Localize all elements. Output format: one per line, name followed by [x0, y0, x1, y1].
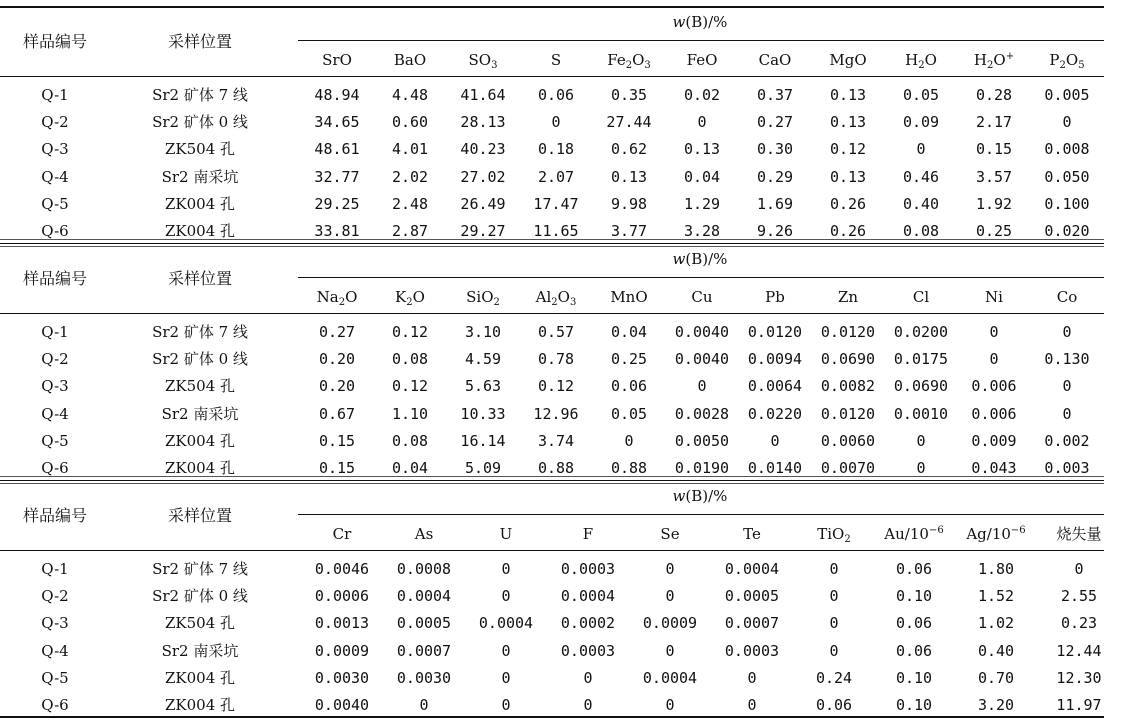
- column-header: FeO: [686, 51, 718, 69]
- value-cell: 0.0003: [724, 641, 780, 660]
- location-cell: Sr2 矿体 7 线: [152, 86, 248, 104]
- value-cell: 0: [1062, 404, 1072, 423]
- value-cell: 0.006: [971, 377, 1017, 396]
- sample-id-header: 样品编号: [22, 32, 87, 51]
- column-header: $Ag/10^{-6}$: [966, 525, 1026, 543]
- sample-id-cell: Q-1: [41, 323, 69, 341]
- value-cell: 0.0004: [560, 587, 616, 606]
- value-cell: 0.13: [683, 140, 721, 159]
- unit-header: w(B)/%: [672, 13, 728, 31]
- value-cell: 0: [829, 641, 839, 660]
- value-cell: 0.12: [391, 323, 429, 341]
- value-cell: 0.0004: [642, 668, 698, 687]
- value-cell: 0.12: [537, 377, 575, 396]
- value-cell: 12.96: [533, 404, 579, 423]
- location-cell: Sr2 矿体 0 线: [152, 113, 248, 132]
- value-cell: 0: [747, 696, 757, 714]
- value-cell: 0: [989, 323, 999, 341]
- value-cell: 0.05: [610, 404, 648, 423]
- value-cell: 2.48: [391, 194, 429, 213]
- value-cell: 0.0030: [314, 668, 370, 687]
- value-cell: 3.10: [464, 323, 502, 341]
- value-cell: 0.88: [610, 459, 648, 477]
- column-header: Ni: [985, 288, 1003, 306]
- value-cell: 0.0007: [724, 614, 780, 633]
- value-cell: 0.28: [975, 86, 1013, 104]
- header-bottom-rule: [0, 313, 1104, 314]
- value-cell: 2.07: [537, 167, 575, 186]
- location-cell: Sr2 南采坑: [161, 167, 239, 186]
- value-cell: 0.0094: [747, 350, 803, 369]
- value-cell: 0.40: [902, 194, 940, 213]
- value-cell: 2.02: [391, 167, 429, 186]
- value-cell: 0.12: [391, 377, 429, 396]
- location-cell: Sr2 矿体 0 线: [152, 350, 248, 369]
- value-cell: 0.10: [895, 587, 933, 606]
- value-cell: 0.0690: [820, 350, 876, 369]
- value-cell: 0.0060: [820, 431, 876, 450]
- value-cell: 1.10: [391, 404, 429, 423]
- value-cell: 0: [697, 377, 707, 396]
- sample-id-cell: Q-2: [41, 350, 69, 369]
- sample-id-cell: Q-6: [41, 222, 69, 240]
- sample-id-cell: Q-2: [41, 587, 69, 606]
- value-cell: 0.13: [829, 86, 867, 104]
- column-header: 烧失量: [1056, 525, 1102, 543]
- sample-id-cell: Q-4: [41, 167, 69, 186]
- value-cell: 0.46: [902, 167, 940, 186]
- value-cell: 0.24: [815, 668, 853, 687]
- value-cell: 9.98: [610, 194, 648, 213]
- table-top-rule: [0, 6, 1104, 8]
- value-cell: 33.81: [314, 222, 360, 240]
- column-header: Se: [660, 525, 680, 543]
- value-cell: 0.0200: [893, 323, 949, 341]
- value-cell: 0.06: [537, 86, 575, 104]
- value-cell: 0.13: [610, 167, 648, 186]
- value-cell: 0.003: [1044, 459, 1090, 477]
- value-cell: 0.0175: [893, 350, 949, 369]
- location-cell: ZK004 孔: [164, 668, 236, 687]
- table-top-rule: [0, 480, 1104, 481]
- value-cell: 0.0220: [747, 404, 803, 423]
- value-cell: 0: [624, 431, 634, 450]
- value-cell: 2.87: [391, 222, 429, 240]
- value-cell: 0.0006: [314, 587, 370, 606]
- value-cell: 3.77: [610, 222, 648, 240]
- value-cell: 0.0004: [724, 560, 780, 578]
- column-header: Cu: [691, 288, 713, 306]
- location-cell: ZK004 孔: [164, 194, 236, 213]
- column-header: $K_2O$: [395, 288, 425, 308]
- column-header: $Al_2O_3$: [535, 288, 577, 308]
- value-cell: 0.0040: [314, 696, 370, 714]
- value-cell: 3.28: [683, 222, 721, 240]
- value-cell: 4.59: [464, 350, 502, 369]
- value-cell: 0.0064: [747, 377, 803, 396]
- value-cell: 9.26: [756, 222, 794, 240]
- value-cell: 0.020: [1044, 222, 1090, 240]
- value-cell: 0.04: [610, 323, 648, 341]
- value-cell: 29.27: [460, 222, 506, 240]
- header-bottom-rule: [0, 76, 1104, 77]
- value-cell: 3.74: [537, 431, 575, 450]
- column-header: $H_2O$: [905, 51, 937, 71]
- value-cell: 0.09: [902, 113, 940, 132]
- value-cell: 0.05: [902, 86, 940, 104]
- value-cell: 3.57: [975, 167, 1013, 186]
- value-cell: 4.48: [391, 86, 429, 104]
- value-cell: 0.0003: [560, 560, 616, 578]
- value-cell: 0.06: [895, 560, 933, 578]
- value-cell: 0.10: [895, 668, 933, 687]
- value-cell: 0.0005: [724, 587, 780, 606]
- sample-id-cell: Q-6: [41, 459, 69, 477]
- sample-id-cell: Q-6: [41, 696, 69, 714]
- column-header: Cl: [912, 288, 930, 306]
- column-header: Cr: [332, 525, 352, 543]
- value-cell: 34.65: [314, 113, 360, 132]
- value-cell: 0.12: [829, 140, 867, 159]
- sample-id-cell: Q-1: [41, 86, 69, 104]
- column-header: Te: [743, 525, 761, 543]
- value-cell: 0.25: [610, 350, 648, 369]
- value-cell: 0: [829, 587, 839, 606]
- value-cell: 0.0120: [747, 323, 803, 341]
- value-cell: 0: [916, 140, 926, 159]
- value-cell: 32.77: [314, 167, 360, 186]
- value-cell: 0.005: [1044, 86, 1090, 104]
- value-cell: 0.20: [318, 377, 356, 396]
- header-bottom-rule: [0, 550, 1104, 551]
- value-cell: 0.13: [829, 113, 867, 132]
- value-cell: 3.20: [977, 696, 1015, 714]
- column-header: $Fe_2O_3$: [607, 51, 651, 71]
- value-cell: 0.27: [756, 113, 794, 132]
- column-header: F: [582, 525, 594, 543]
- column-header: Pb: [765, 288, 785, 306]
- value-cell: 29.25: [314, 194, 360, 213]
- value-cell: 0.35: [610, 86, 648, 104]
- value-cell: 0.02: [683, 86, 721, 104]
- location-cell: Sr2 矿体 7 线: [152, 323, 248, 341]
- value-cell: 0.29: [756, 167, 794, 186]
- sample-id-cell: Q-3: [41, 614, 69, 633]
- value-cell: 0: [501, 696, 511, 714]
- column-header: $H_2O^+$: [973, 51, 1015, 71]
- location-cell: ZK504 孔: [164, 614, 236, 633]
- column-header: BaO: [393, 51, 427, 69]
- column-header: MnO: [610, 288, 648, 306]
- value-cell: 0: [747, 668, 757, 687]
- value-cell: 27.02: [460, 167, 506, 186]
- value-cell: 28.13: [460, 113, 506, 132]
- value-cell: 0: [665, 587, 675, 606]
- location-cell: Sr2 矿体 0 线: [152, 587, 248, 606]
- value-cell: 1.92: [975, 194, 1013, 213]
- value-cell: 0.0040: [674, 350, 730, 369]
- value-cell: 0: [829, 560, 839, 578]
- location-cell: ZK504 孔: [164, 140, 236, 159]
- column-header: $SO_3$: [468, 51, 498, 71]
- value-cell: 0.15: [318, 459, 356, 477]
- value-cell: 0.08: [391, 431, 429, 450]
- column-header: Co: [1056, 288, 1078, 306]
- column-header: $Au/10^{-6}$: [884, 525, 944, 543]
- value-cell: 0.70: [977, 668, 1015, 687]
- value-cell: 0: [697, 113, 707, 132]
- sample-id-cell: Q-4: [41, 641, 69, 660]
- value-cell: 0.0028: [674, 404, 730, 423]
- sample-id-cell: Q-5: [41, 431, 69, 450]
- value-cell: 0.0120: [820, 404, 876, 423]
- value-cell: 0.0003: [560, 641, 616, 660]
- value-cell: 0.0082: [820, 377, 876, 396]
- value-cell: 0.130: [1044, 350, 1090, 369]
- value-cell: 0.0013: [314, 614, 370, 633]
- value-cell: 0.0190: [674, 459, 730, 477]
- column-header: Zn: [837, 288, 859, 306]
- column-header: SrO: [322, 51, 352, 69]
- value-cell: 40.23: [460, 140, 506, 159]
- unit-rule: [298, 277, 1104, 278]
- value-cell: 0: [583, 696, 593, 714]
- value-cell: 48.61: [314, 140, 360, 159]
- value-cell: 0: [501, 560, 511, 578]
- sample-id-cell: Q-3: [41, 140, 69, 159]
- value-cell: 48.94: [314, 86, 360, 104]
- value-cell: 10.33: [460, 404, 506, 423]
- value-cell: 0.0050: [674, 431, 730, 450]
- value-cell: 0.06: [815, 696, 853, 714]
- value-cell: 0.009: [971, 431, 1017, 450]
- location-cell: ZK004 孔: [164, 431, 236, 450]
- value-cell: 0.100: [1044, 194, 1090, 213]
- value-cell: 0.043: [971, 459, 1017, 477]
- value-cell: 2.55: [1060, 587, 1098, 606]
- value-cell: 11.65: [533, 222, 579, 240]
- location-cell: ZK004 孔: [164, 459, 236, 477]
- value-cell: 1.69: [756, 194, 794, 213]
- sample-id-cell: Q-5: [41, 194, 69, 213]
- table-bottom-rule: [0, 716, 1104, 718]
- column-header: SiO$_2$: [466, 288, 500, 308]
- value-cell: 0.23: [1060, 614, 1098, 633]
- value-cell: 0: [1074, 560, 1084, 578]
- value-cell: 0.37: [756, 86, 794, 104]
- location-header: 采样位置: [167, 506, 232, 525]
- value-cell: 0.0009: [314, 641, 370, 660]
- value-cell: 0: [501, 641, 511, 660]
- value-cell: 0: [665, 696, 675, 714]
- sample-id-cell: Q-5: [41, 668, 69, 687]
- value-cell: 0.04: [683, 167, 721, 186]
- sample-id-header: 样品编号: [22, 269, 87, 288]
- unit-rule: [298, 40, 1104, 41]
- value-cell: 0.050: [1044, 167, 1090, 186]
- value-cell: 0.88: [537, 459, 575, 477]
- value-cell: 0.67: [318, 404, 356, 423]
- value-cell: 0.0002: [560, 614, 616, 633]
- location-header: 采样位置: [167, 32, 232, 51]
- unit-header: w(B)/%: [672, 250, 728, 268]
- value-cell: 0: [1062, 113, 1072, 132]
- location-cell: Sr2 矿体 7 线: [152, 560, 248, 578]
- value-cell: 0.10: [895, 696, 933, 714]
- value-cell: 0: [1062, 377, 1072, 396]
- value-cell: 0.40: [977, 641, 1015, 660]
- value-cell: 1.02: [977, 614, 1015, 633]
- value-cell: 0: [501, 587, 511, 606]
- value-cell: 0.78: [537, 350, 575, 369]
- value-cell: 0.08: [391, 350, 429, 369]
- location-cell: Sr2 南采坑: [161, 404, 239, 423]
- sample-id-cell: Q-2: [41, 113, 69, 132]
- value-cell: 0: [583, 668, 593, 687]
- value-cell: 0: [501, 668, 511, 687]
- value-cell: 0: [665, 641, 675, 660]
- value-cell: 0.25: [975, 222, 1013, 240]
- value-cell: 11.97: [1056, 696, 1102, 714]
- value-cell: 0.002: [1044, 431, 1090, 450]
- value-cell: 0.0046: [314, 560, 370, 578]
- value-cell: 0.0140: [747, 459, 803, 477]
- value-cell: 17.47: [533, 194, 579, 213]
- value-cell: 0.30: [756, 140, 794, 159]
- value-cell: 0.06: [895, 641, 933, 660]
- value-cell: 0.006: [971, 404, 1017, 423]
- value-cell: 0.60: [391, 113, 429, 132]
- value-cell: 0: [829, 614, 839, 633]
- sample-id-cell: Q-4: [41, 404, 69, 423]
- value-cell: 1.52: [977, 587, 1015, 606]
- value-cell: 0: [989, 350, 999, 369]
- location-cell: ZK504 孔: [164, 377, 236, 396]
- value-cell: 0.13: [829, 167, 867, 186]
- location-cell: ZK004 孔: [164, 696, 236, 714]
- location-header: 采样位置: [167, 269, 232, 288]
- value-cell: 0: [1062, 323, 1072, 341]
- value-cell: 2.17: [975, 113, 1013, 132]
- column-header: U: [499, 525, 513, 543]
- value-cell: 4.01: [391, 140, 429, 159]
- column-header: S: [550, 51, 562, 69]
- value-cell: 1.29: [683, 194, 721, 213]
- value-cell: 0.0030: [396, 668, 452, 687]
- value-cell: 0.15: [318, 431, 356, 450]
- value-cell: 0.0070: [820, 459, 876, 477]
- value-cell: 0: [916, 431, 926, 450]
- value-cell: 27.44: [606, 113, 652, 132]
- unit-header: w(B)/%: [672, 487, 728, 505]
- value-cell: 0.0004: [396, 587, 452, 606]
- value-cell: 5.63: [464, 377, 502, 396]
- value-cell: 0.57: [537, 323, 575, 341]
- value-cell: 0: [770, 431, 780, 450]
- value-cell: 5.09: [464, 459, 502, 477]
- value-cell: 0: [916, 459, 926, 477]
- value-cell: 41.64: [460, 86, 506, 104]
- value-cell: 0.08: [902, 222, 940, 240]
- value-cell: 0.15: [975, 140, 1013, 159]
- column-header: $Na_2O$: [316, 288, 358, 308]
- sample-id-cell: Q-1: [41, 560, 69, 578]
- value-cell: 0.008: [1044, 140, 1090, 159]
- value-cell: 12.30: [1056, 668, 1102, 687]
- value-cell: 16.14: [460, 431, 506, 450]
- sample-id-header: 样品编号: [22, 506, 87, 525]
- value-cell: 12.44: [1056, 641, 1102, 660]
- value-cell: 0.04: [391, 459, 429, 477]
- sample-id-cell: Q-3: [41, 377, 69, 396]
- value-cell: 0.62: [610, 140, 648, 159]
- value-cell: 0.0005: [396, 614, 452, 633]
- value-cell: 0: [419, 696, 429, 714]
- value-cell: 0.26: [829, 222, 867, 240]
- column-header: CaO: [758, 51, 792, 69]
- table-top-rule: [0, 243, 1104, 244]
- value-cell: 0.0007: [396, 641, 452, 660]
- value-cell: 0.0120: [820, 323, 876, 341]
- value-cell: 0.18: [537, 140, 575, 159]
- column-header: $P_2O_5$: [1049, 51, 1085, 71]
- value-cell: 0: [551, 113, 561, 132]
- location-cell: ZK004 孔: [164, 222, 236, 240]
- unit-rule: [298, 514, 1104, 515]
- value-cell: 26.49: [460, 194, 506, 213]
- value-cell: 0.20: [318, 350, 356, 369]
- value-cell: 0.0004: [478, 614, 534, 633]
- value-cell: 0.0008: [396, 560, 452, 578]
- column-header: MgO: [829, 51, 867, 69]
- value-cell: 0.0010: [893, 404, 949, 423]
- column-header: As: [414, 525, 434, 543]
- value-cell: 0.0009: [642, 614, 698, 633]
- value-cell: 0: [665, 560, 675, 578]
- value-cell: 0.06: [610, 377, 648, 396]
- value-cell: 0.27: [318, 323, 356, 341]
- value-cell: 0.0040: [674, 323, 730, 341]
- value-cell: 0.0690: [893, 377, 949, 396]
- value-cell: 0.26: [829, 194, 867, 213]
- value-cell: 1.80: [977, 560, 1015, 578]
- column-header: TiO$_2$: [817, 525, 851, 545]
- location-cell: Sr2 南采坑: [161, 641, 239, 660]
- value-cell: 0.06: [895, 614, 933, 633]
